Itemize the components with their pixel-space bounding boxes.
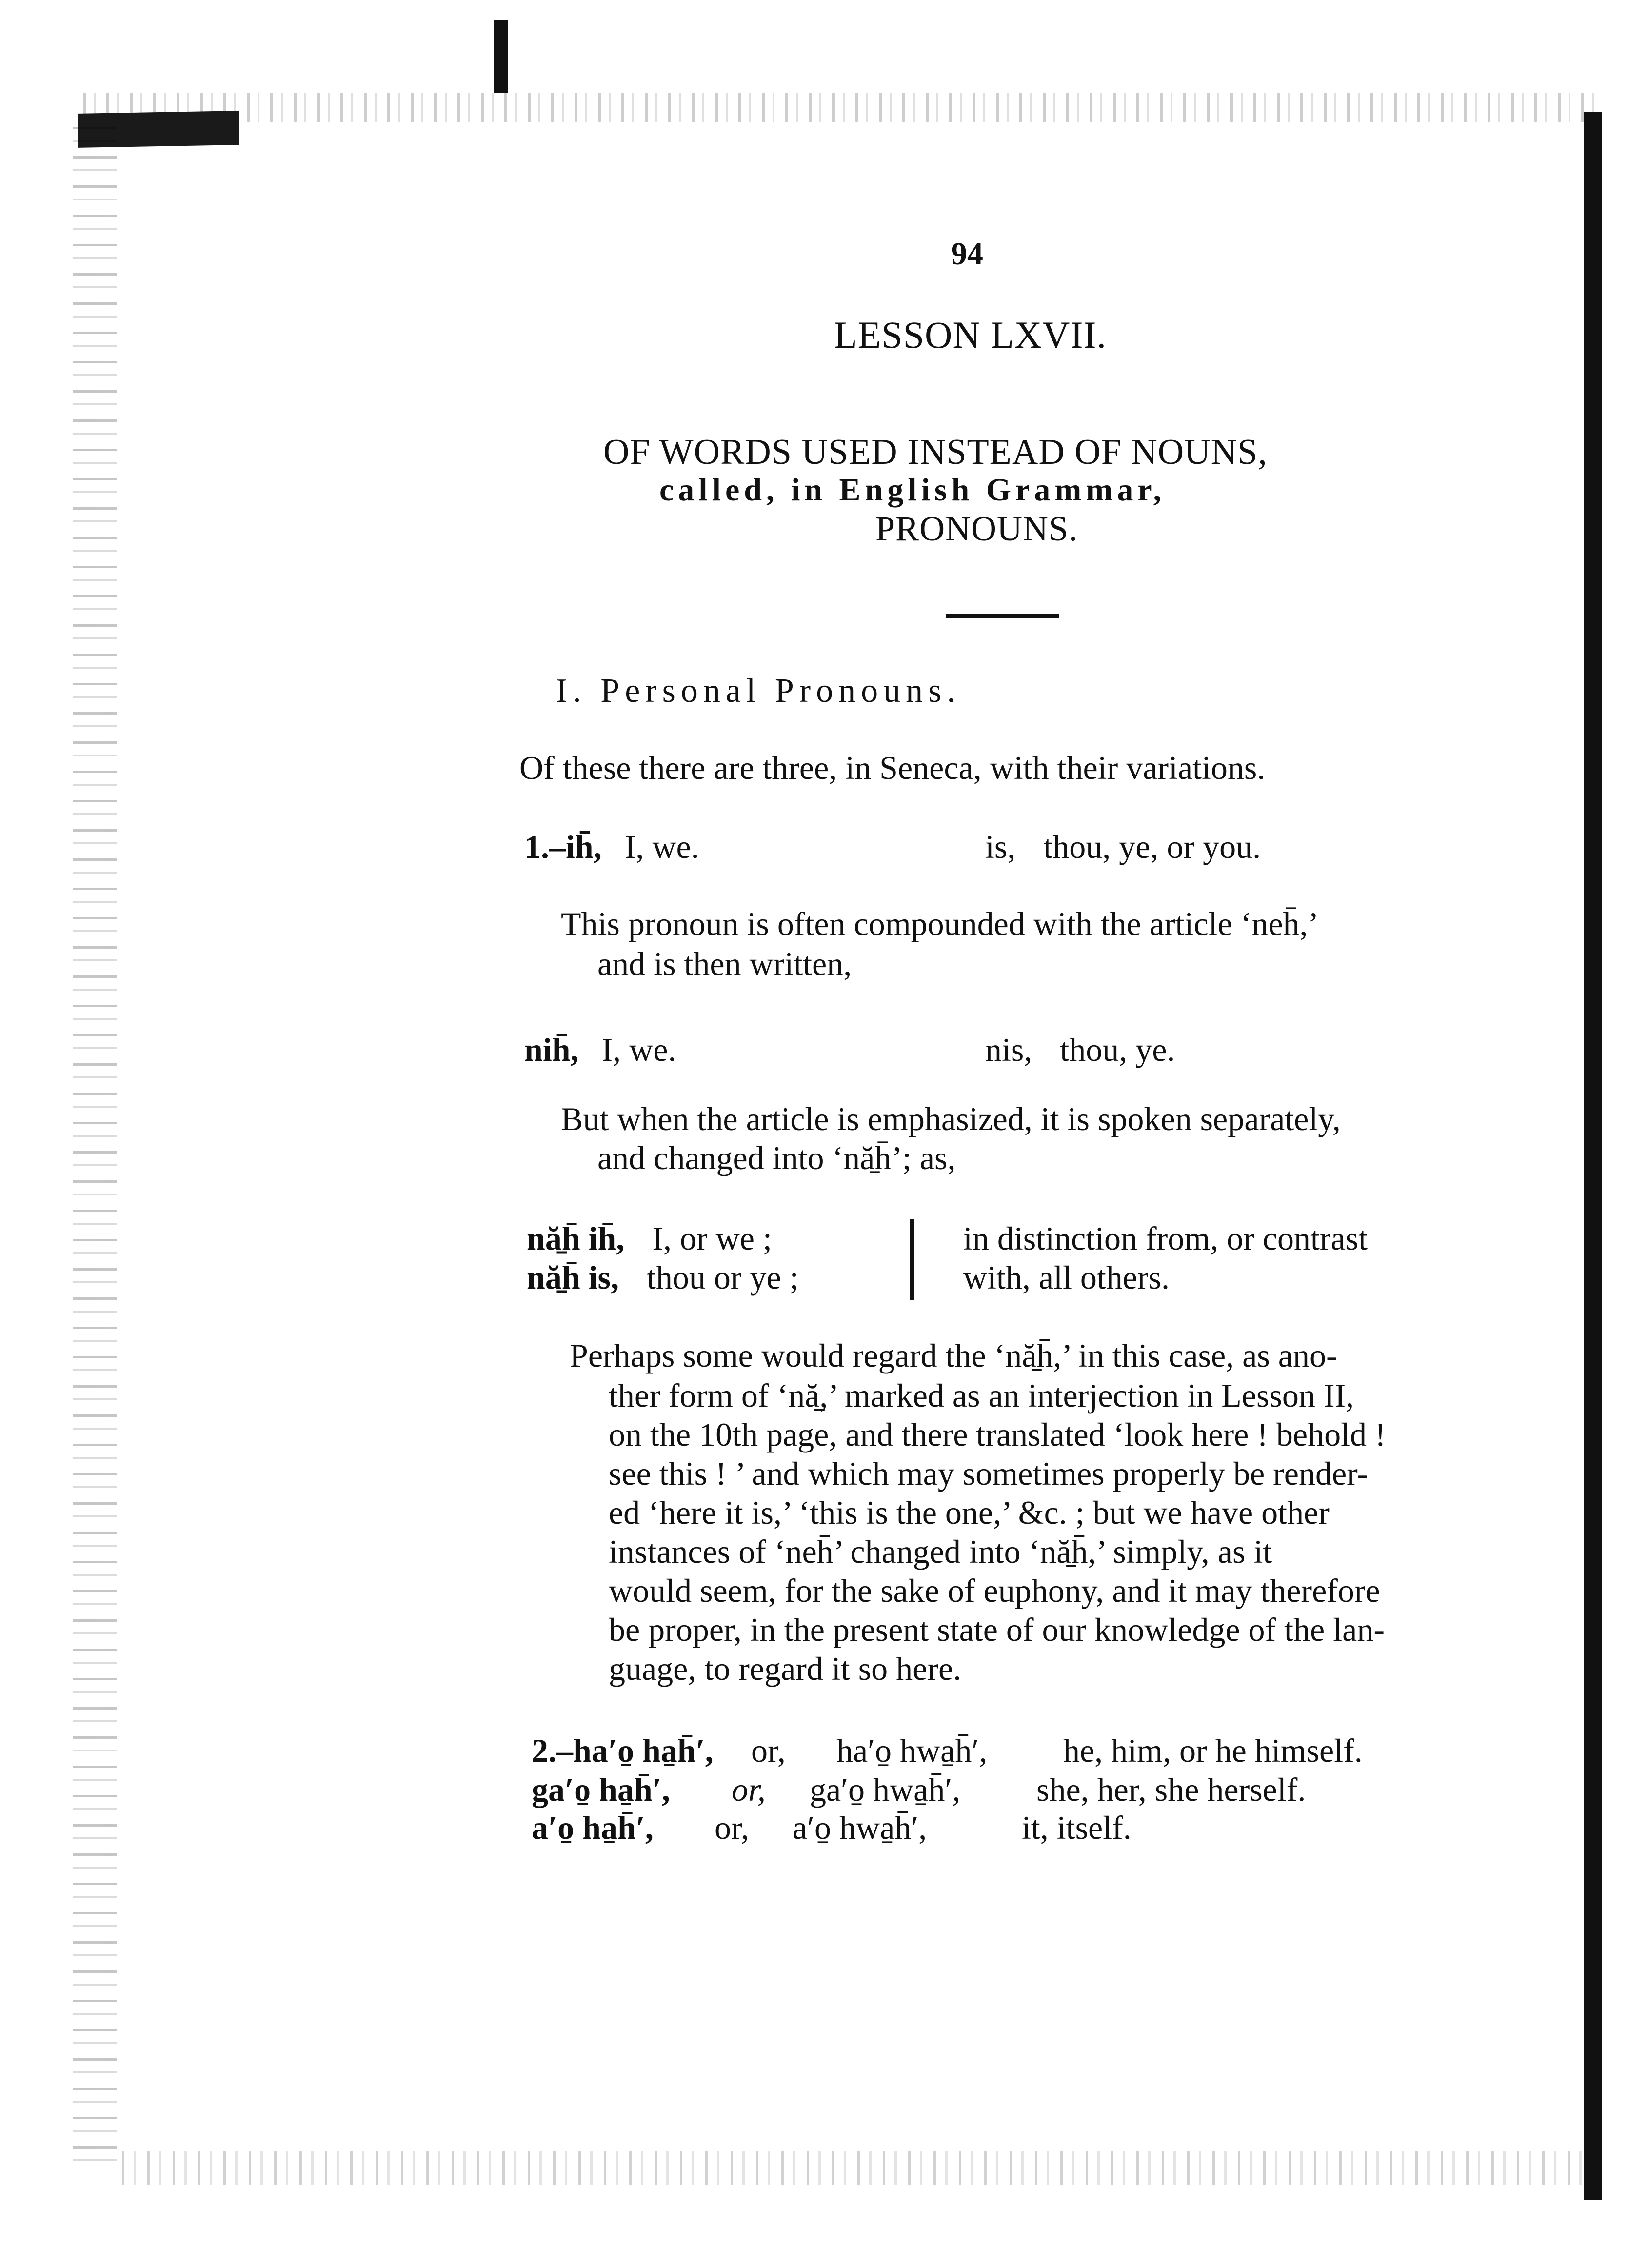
section-title: I. Personal Pronouns. bbox=[556, 672, 961, 710]
paragraph-line: would seem, for the sake of euphony, and it may therefore bbox=[609, 1572, 1380, 1609]
heading-line-2: called, in English Grammar, bbox=[659, 472, 1166, 508]
pronoun-1-meaning: I, we. bbox=[624, 828, 699, 865]
form-row-2-a: ga′o̱ ha̱h̄′, bbox=[532, 1771, 670, 1808]
form-row-2-or: or, bbox=[732, 1771, 766, 1808]
note-1-line-2: and is then written, bbox=[597, 945, 852, 982]
form-row-2-meaning: she, her, she herself. bbox=[1036, 1771, 1306, 1808]
emphatic-row-1-meaning: I, or we ; bbox=[652, 1220, 772, 1257]
heading-line-1: OF WORDS USED INSTEAD OF NOUNS, bbox=[603, 432, 1268, 472]
form-row-1-meaning: he, him, or he himself. bbox=[1063, 1732, 1363, 1769]
scan-noise-top bbox=[83, 93, 1605, 122]
compound-second-word: nis, bbox=[985, 1031, 1032, 1068]
paragraph-line: ed ‘here it is,’ ‘this is the one,’ &c. ; but we have other bbox=[609, 1494, 1330, 1531]
section-divider bbox=[946, 614, 1059, 618]
form-row-2-b: ga′o̱ hwa̱h̄′, bbox=[810, 1771, 961, 1808]
compound-second-meaning: thou, ye. bbox=[1060, 1031, 1175, 1068]
page-edge-shadow bbox=[1584, 112, 1602, 2200]
paragraph-line: instances of ‘neh̄’ changed into ‘nă̱h̄,’ simply, as it bbox=[609, 1533, 1272, 1570]
pronoun-1-second-word: is, bbox=[985, 828, 1016, 865]
binding-mark bbox=[494, 20, 508, 93]
pronoun-1-second-meaning: thou, ye, or you. bbox=[1043, 828, 1261, 865]
pronoun-1-word: 1.–ih̄, bbox=[524, 828, 602, 865]
form-row-3-or: or, bbox=[715, 1809, 749, 1846]
lesson-title: LESSON LXVII. bbox=[834, 314, 1107, 356]
page-number: 94 bbox=[951, 236, 983, 272]
paragraph-line: guage, to regard it so here. bbox=[609, 1650, 962, 1687]
heading-line-3: PRONOUNS. bbox=[875, 509, 1078, 548]
note-2-line-1: But when the article is emphasized, it is spoken separately, bbox=[561, 1100, 1341, 1137]
paragraph-line: be proper, in the present state of our knowledge of the lan- bbox=[609, 1611, 1385, 1648]
emphatic-right-1: in distinction from, or contrast bbox=[963, 1220, 1368, 1257]
emphatic-row-2-word: nă̱h̄ is, bbox=[527, 1259, 619, 1296]
pronoun-1-label bbox=[524, 830, 699, 863]
emphatic-row-2 bbox=[527, 1261, 799, 1294]
paragraph-line: see this ! ’ and which may sometimes properly be render- bbox=[609, 1455, 1369, 1492]
compound-first-word: nih̄, bbox=[524, 1031, 579, 1068]
paragraph-line: Perhaps some would regard the ‘nă̱h̄,’ in this case, as ano- bbox=[570, 1337, 1337, 1374]
intro-text: Of these there are three, in Seneca, with their variations. bbox=[519, 749, 1266, 786]
compound-first bbox=[524, 1033, 676, 1066]
paragraph-line: on the 10th page, and there translated ‘look here ! behold ! bbox=[609, 1416, 1386, 1453]
pronoun-1-second bbox=[985, 830, 1261, 863]
emphatic-row-1-word: nă̱h̄ ih̄, bbox=[527, 1220, 625, 1257]
emphatic-row-1 bbox=[527, 1222, 772, 1255]
note-2-line-2: and changed into ‘nă̱h̄’; as, bbox=[597, 1139, 956, 1176]
scan-noise-left-edge bbox=[73, 127, 117, 2175]
scan-noise-bottom bbox=[122, 2151, 1585, 2185]
paragraph-line: ther form of ‘nă̱,’ marked as an interjection in Lesson II, bbox=[609, 1377, 1354, 1414]
form-row-3-meaning: it, itself. bbox=[1022, 1809, 1132, 1846]
emphatic-right-2: with, all others. bbox=[963, 1259, 1170, 1296]
form-row-1-a: 2.–ha′o̱ ha̱h̄′, bbox=[532, 1732, 714, 1769]
form-row-1-b: ha′o̱ hwa̱h̄′, bbox=[836, 1732, 988, 1769]
note-1-line-1: This pronoun is often compounded with the article ‘neh̄,’ bbox=[561, 905, 1319, 942]
compound-second bbox=[985, 1033, 1175, 1066]
compound-first-meaning: I, we. bbox=[601, 1031, 676, 1068]
emphatic-row-2-meaning: thou or ye ; bbox=[647, 1259, 799, 1296]
brace-bar bbox=[910, 1219, 914, 1300]
form-row-3-b: a′o̱ hwa̱h̄′, bbox=[793, 1809, 927, 1846]
form-row-3-a: a′o̱ ha̱h̄′, bbox=[532, 1809, 654, 1846]
form-row-1-or: or, bbox=[751, 1732, 786, 1769]
